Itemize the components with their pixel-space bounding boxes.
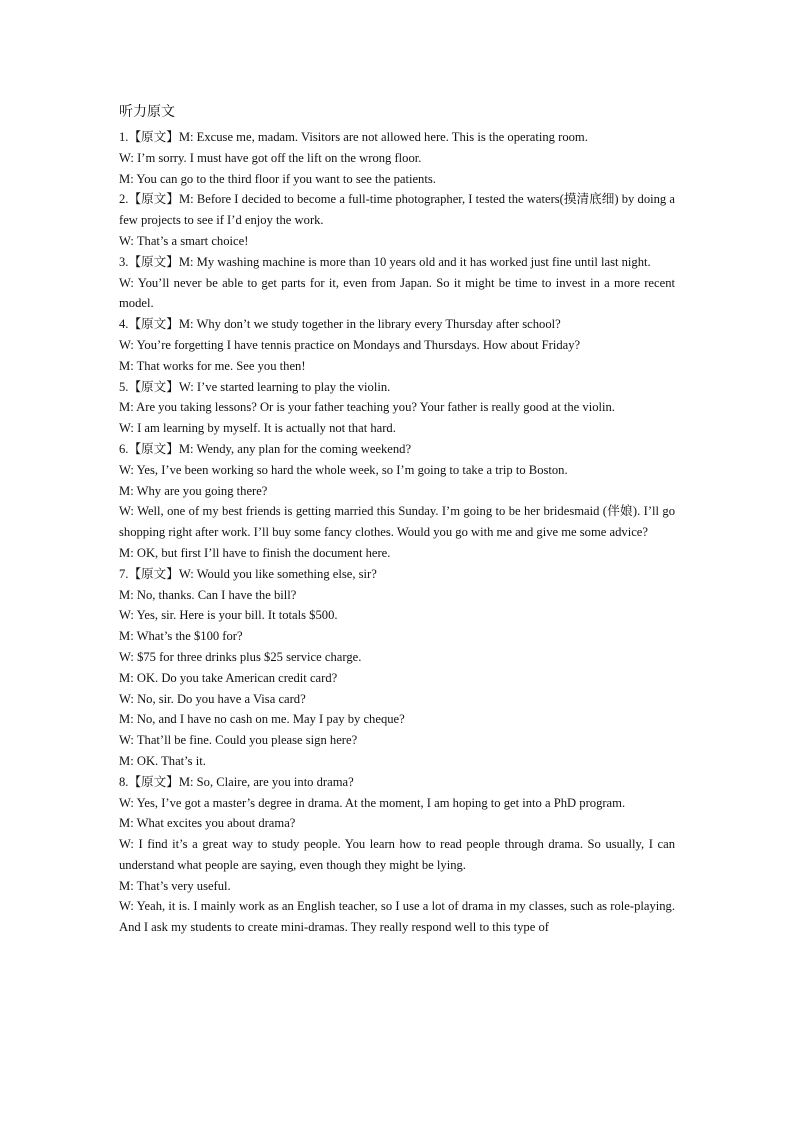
transcript-line: M: You can go to the third floor if you want to see the patients. bbox=[119, 171, 436, 186]
transcript-line: W: Yeah, it is. I mainly work as an English teacher, so I use a lot of drama in my classes, such as role-playing. And I ask my students to create mini-dramas. They really respond well to this type of bbox=[119, 899, 675, 935]
transcript-line: 6.【原文】M: Wendy, any plan for the coming weekend? bbox=[119, 441, 412, 456]
transcript-line: 1.【原文】M: Excuse me, madam. Visitors are not allowed here. This is the operating room. bbox=[119, 130, 588, 144]
transcript-line: M: No, and I have no cash on me. May I pay by cheque? bbox=[119, 712, 405, 727]
document-page bbox=[119, 101, 675, 938]
transcript-line: M: What excites you about drama? bbox=[119, 816, 296, 831]
transcript-line: M: That works for me. See you then! bbox=[119, 358, 306, 373]
transcript-line: W: I find it’s a great way to study people. You learn how to read people through drama. So usually, I can understand what people are saying, even though they might be lying. bbox=[119, 837, 675, 872]
transcript-line: W: No, sir. Do you have a Visa card? bbox=[119, 691, 306, 706]
transcript-line: 8.【原文】M: So, Claire, are you into drama? bbox=[119, 774, 354, 789]
transcript-line: W: I’m sorry. I must have got off the lift on the wrong floor. bbox=[119, 150, 422, 165]
transcript-line: 2.【原文】M: Before I decided to become a full-time photographer, I tested the waters(摸清底细) by doing a few projects to see if I’d enjoy the work. bbox=[119, 192, 675, 228]
transcript-line: W: Yes, I’ve got a master’s degree in drama. At the moment, I am hoping to get into a PhD program. bbox=[119, 795, 626, 810]
transcript-line: M: No, thanks. Can I have the bill? bbox=[119, 587, 297, 602]
transcript-line: W: That’s a smart choice! bbox=[119, 233, 249, 248]
transcript-line: W: That’ll be fine. Could you please sign here? bbox=[119, 733, 358, 748]
transcript-line: M: Why are you going there? bbox=[119, 483, 268, 498]
transcript-line: 7.【原文】W: Would you like something else, sir? bbox=[119, 566, 377, 581]
transcript-line: W: You’re forgetting I have tennis practice on Mondays and Thursdays. How about Friday? bbox=[119, 337, 581, 352]
transcript-line: M: Are you taking lessons? Or is your father teaching you? Your father is really good at the violin. bbox=[119, 400, 615, 415]
transcript-line: M: OK, but first I’ll have to finish the document here. bbox=[119, 545, 391, 560]
transcript-line: M: What’s the $100 for? bbox=[119, 629, 243, 644]
transcript-line: W: Yes, sir. Here is your bill. It totals $500. bbox=[119, 608, 338, 623]
transcript-line: W: Yes, I’ve been working so hard the whole week, so I’m going to take a trip to Boston. bbox=[119, 462, 568, 477]
transcript-line: W: $75 for three drinks plus $25 service charge. bbox=[119, 649, 362, 664]
transcript-line: W: Well, one of my best friends is getting married this Sunday. I’m going to be her bridesmaid (伴娘). I’ll go shopping right after work. I’ll buy some fancy clothes. Would you go with me and give me some advice? bbox=[119, 504, 675, 540]
document-title: 听力原文 bbox=[119, 104, 175, 120]
transcript-line: 4.【原文】M: Why don’t we study together in the library every Thursday after school? bbox=[119, 317, 561, 332]
transcript-line: 5.【原文】W: I’ve started learning to play the violin. bbox=[119, 379, 391, 394]
transcript-line: 3.【原文】M: My washing machine is more than 10 years old and it has worked just fine until last night. bbox=[119, 254, 651, 269]
transcript-line: M: That’s very useful. bbox=[119, 878, 231, 893]
transcript-line: W: You’ll never be able to get parts for it, even from Japan. So it might be time to invest in a more recent model. bbox=[119, 275, 675, 311]
transcript-line: M: OK. Do you take American credit card? bbox=[119, 670, 338, 685]
transcript-line: M: OK. That’s it. bbox=[119, 753, 206, 768]
transcript-line: W: I am learning by myself. It is actually not that hard. bbox=[119, 421, 396, 436]
